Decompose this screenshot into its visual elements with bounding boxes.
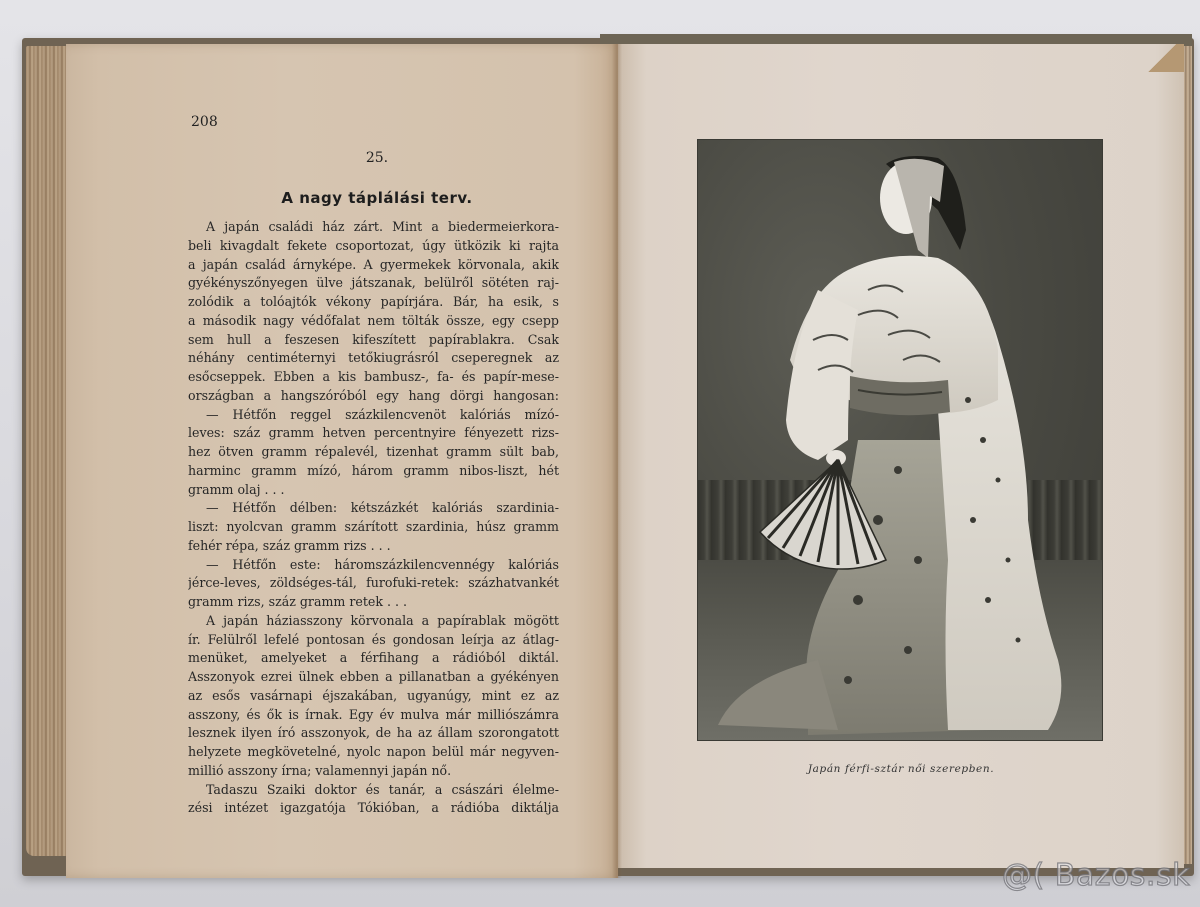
page-number: 208 — [191, 114, 218, 130]
text-line: zolódik a tolóajtók vékony papírjára. Bár, ha esik, s — [188, 294, 559, 309]
text-line: — Hétfőn reggel százkilencvenöt kalóriás mízó- — [206, 406, 559, 422]
text-line: asszony, és ők is írnak. Egy év mulva már milliószámra — [188, 706, 559, 722]
text-line: jérce-leves, zöldséges-tál, furofuki-retek: százhatvankét — [188, 575, 559, 591]
text-line: A japán családi ház zárt. Mint a biedermeierkora- — [206, 219, 559, 234]
chapter-title: A nagy táplálási terv. — [281, 189, 473, 207]
text-line: menüket, amelyeket a férfihang a rádióból diktál. — [188, 650, 559, 666]
text-line: néhány centiméternyi tetőkiugrásról cseperegnek az — [188, 350, 559, 366]
watermark: @( Bazos.sk — [1002, 858, 1190, 893]
text-line: esőcseppek. Ebben a kis bambusz-, fa- és papír-mese- — [188, 369, 559, 384]
text-line: — Hétfőn este: háromszázkilencvennégy kalóriás — [206, 556, 559, 572]
text-line: lesznek ilyen író asszonyok, de ha az állam szorongatott — [188, 725, 559, 741]
text-line: gyékényszőnyegen ülve játszanak, belülről sötéten raj- — [188, 275, 559, 291]
page-corner-fold — [1140, 44, 1184, 72]
chapter-number: 25. — [365, 150, 389, 166]
photograph-plate — [697, 139, 1103, 741]
text-line: országban a hangszóróból egy hang dörgi hangosan: — [188, 387, 559, 403]
text-line: az esős vasárnapi éjszakában, ugyanúgy, mint ez az — [188, 687, 559, 703]
text-line: gramm rizs, száz gramm retek . . . — [188, 594, 407, 609]
text-line: beli kivagdalt fekete csoportozat, úgy ütközik ki rajta — [188, 237, 559, 253]
photo-caption: Japán férfi-sztár női szerepben. — [807, 763, 995, 775]
text-line: millió asszony írna; valamennyi japán nő. — [188, 762, 452, 778]
text-line: zési intézet igazgatója Tókióban, a rádióba diktálja — [188, 800, 559, 816]
text-line: Tadaszu Szaiki doktor és tanár, a császári élelme- — [206, 781, 559, 797]
text-line: A japán háziasszony körvonala a papírablak mögött — [206, 612, 559, 628]
text-line: fehér répa, száz gramm rizs . . . — [188, 537, 391, 553]
body-text — [188, 218, 559, 818]
text-line: leves: száz gramm hetven percentnyire fényezett rizs- — [188, 425, 559, 441]
text-line: liszt: nyolcvan gramm szárított szardinia, húsz gramm — [188, 519, 559, 534]
book-gutter — [612, 44, 622, 878]
text-line: ír. Felülről lefelé pontosan és gondosan leírja az átlag- — [188, 631, 559, 647]
text-line: sem hull a feszesen kifeszített papírablakra. Csak — [188, 331, 559, 347]
text-line: Asszonyok ezrei ülnek ebben a pillanatban a gyékényen — [188, 669, 559, 684]
text-line: gramm olaj . . . — [188, 481, 285, 497]
text-line: a második nagy védőfalat nem tölták össze, egy csepp — [188, 312, 559, 328]
text-line: helyzete megkövetelné, nyolc napon belül már negyven- — [188, 744, 559, 759]
kabuki-actor-figure-icon — [698, 140, 1102, 740]
text-line: — Hétfőn délben: kétszázkét kalóriás szardinia- — [206, 500, 559, 516]
text-line: a japán család árnyképe. A gyermekek körvonala, akik — [188, 256, 559, 272]
text-line: harminc gramm mízó, három gramm nibos-liszt, hét — [188, 462, 559, 478]
chapter-title-container — [180, 188, 574, 207]
text-line: hez ötven gramm répalevél, tizenhat gramm sült bab, — [188, 444, 559, 459]
